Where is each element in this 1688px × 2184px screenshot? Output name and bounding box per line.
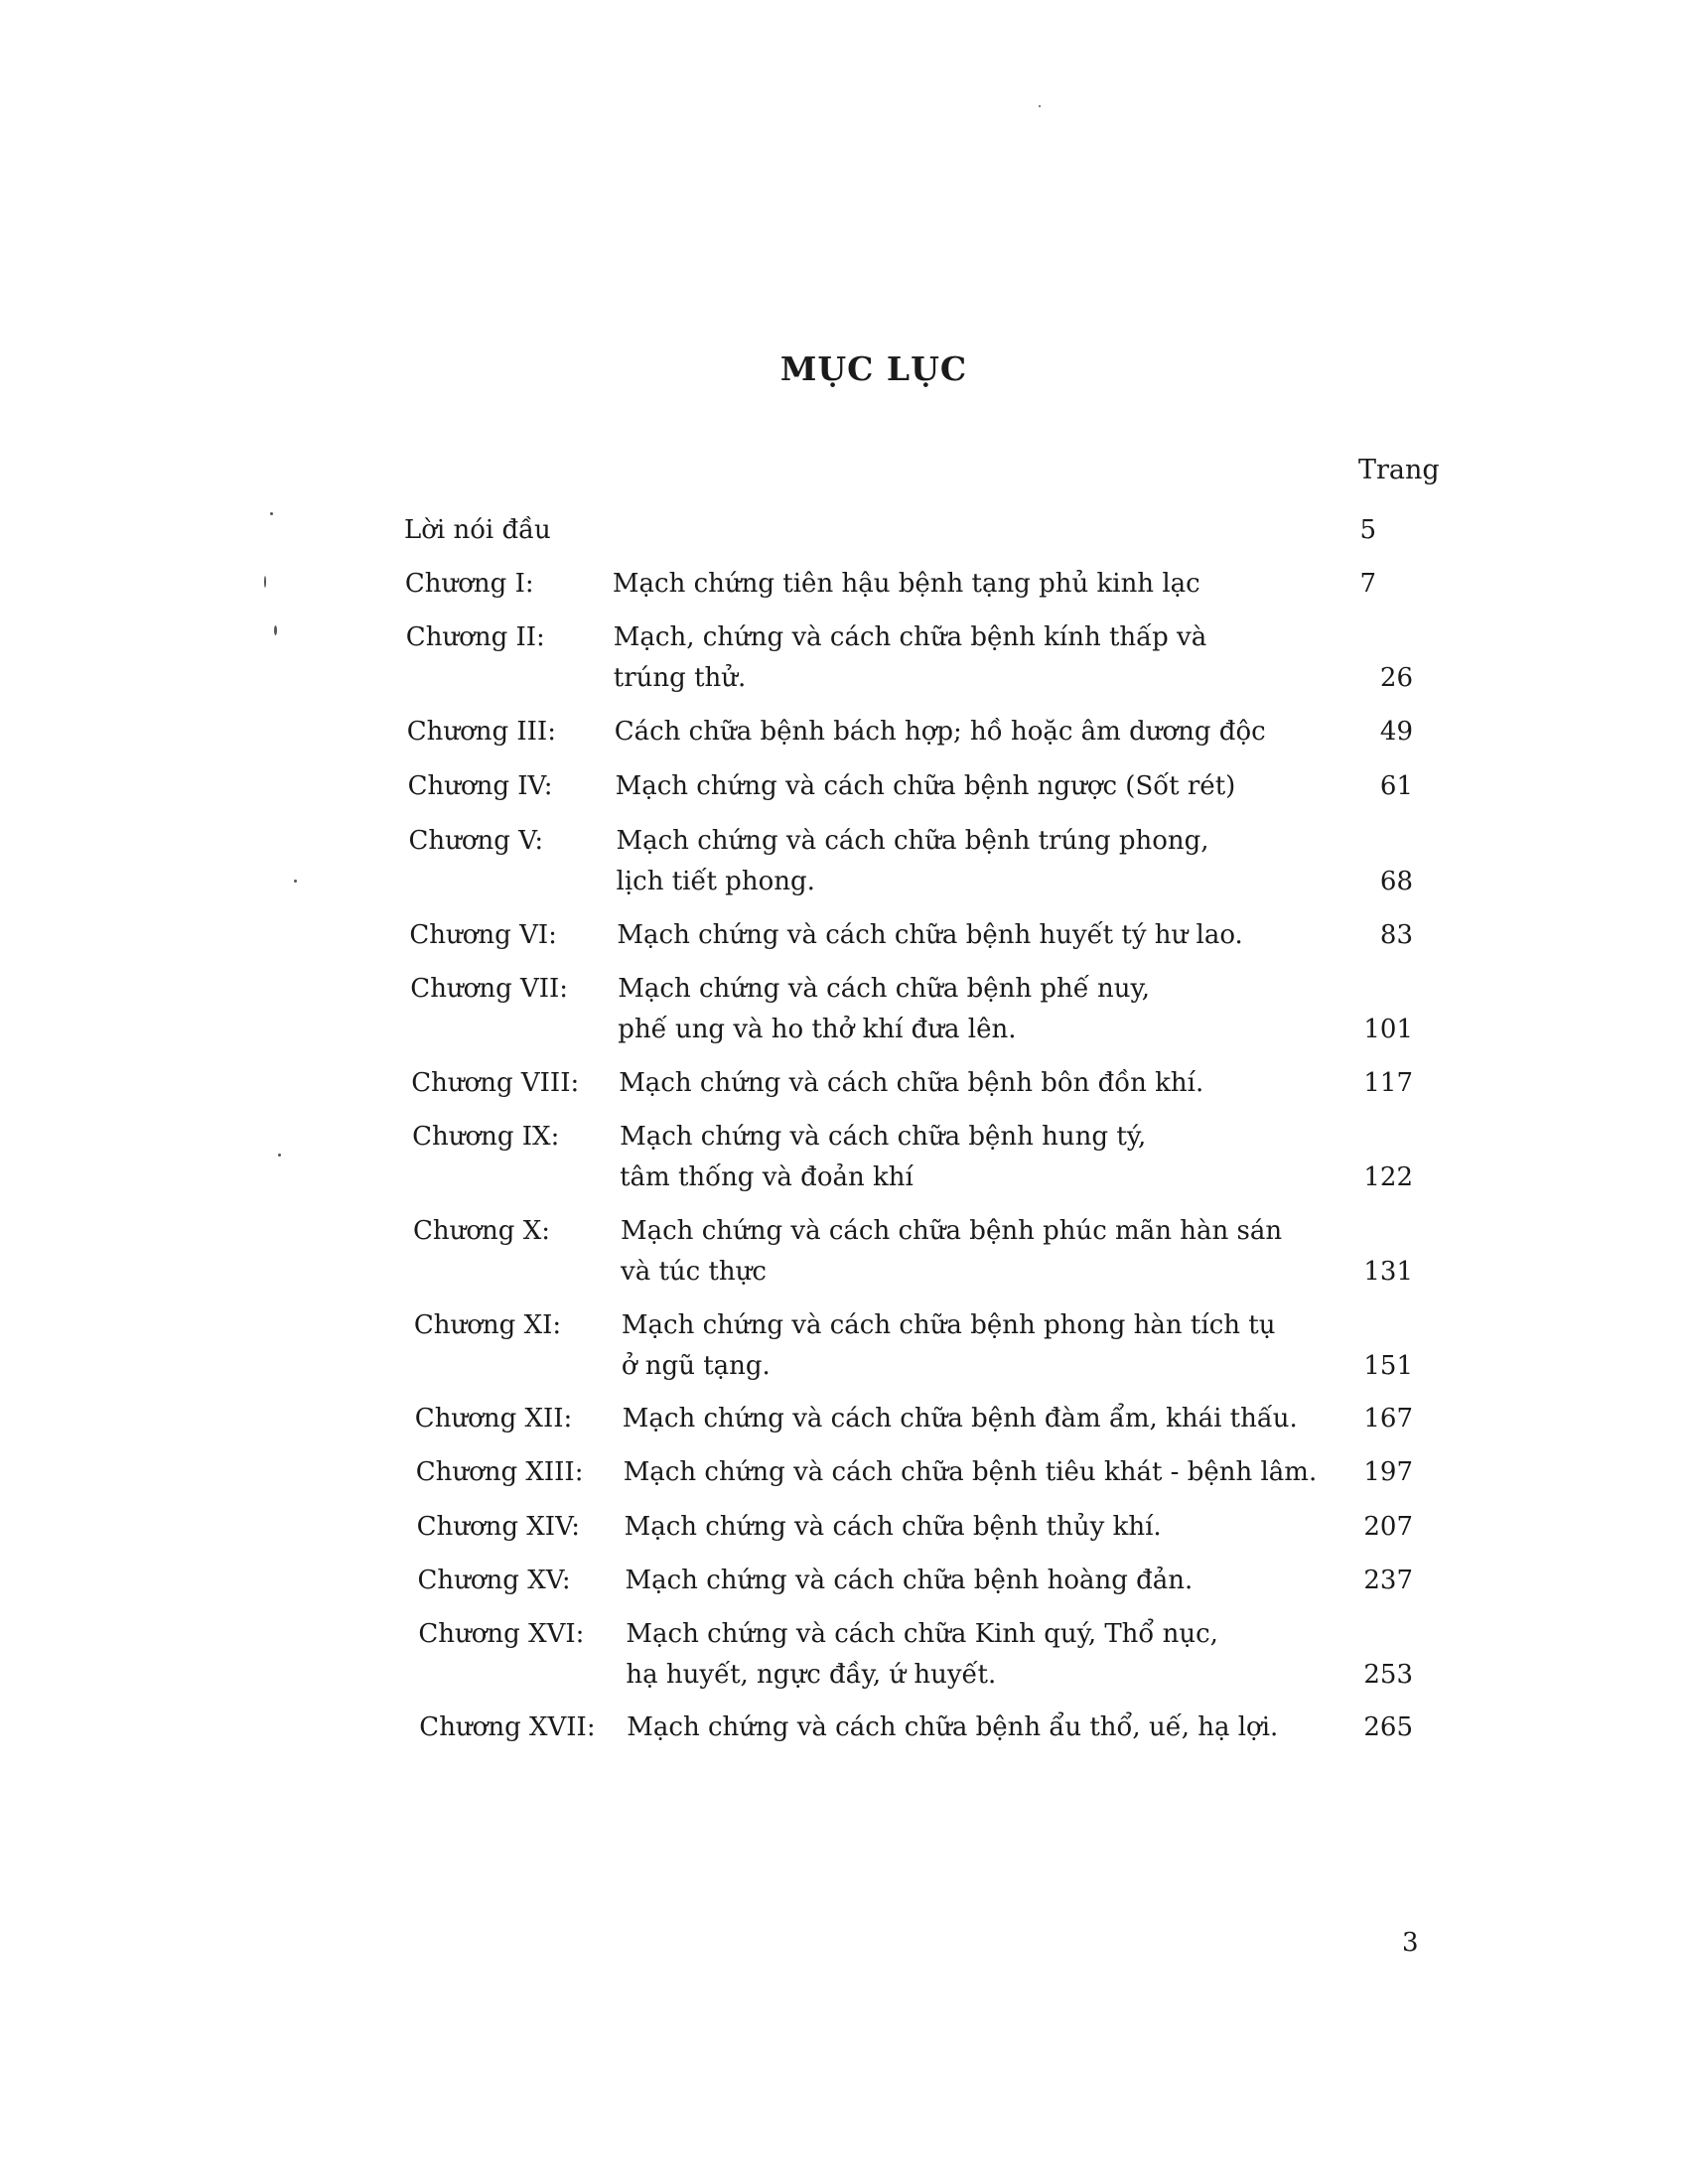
toc-entry-title — [616, 766, 1331, 807]
toc-entry-title-line: Mạch chứng và cách chữa bệnh phế nuy, — [618, 974, 1151, 1004]
toc-entry-page: 197 — [1363, 1457, 1413, 1487]
toc-entry-label: Chương V: — [408, 826, 544, 856]
toc-entry-page: 26 — [1379, 663, 1413, 693]
toc-entry-title — [622, 1305, 1336, 1387]
toc-title: MỤC LỤC — [779, 349, 968, 388]
toc-entry-page: 237 — [1363, 1566, 1413, 1595]
scan-speck — [270, 512, 273, 515]
toc-entry-title — [626, 1561, 1340, 1601]
toc-entry-title-line: tâm thống và đoản khí — [620, 1162, 914, 1192]
toc-entry-label: Chương III: — [406, 717, 556, 747]
toc-entry-title — [614, 617, 1329, 699]
toc-entry-title-line: Mạch chứng và cách chữa bệnh đàm ẩm, khái thấu. — [622, 1404, 1298, 1433]
toc-entry-title-line: Mạch chứng và cách chữa bệnh tiêu khát - bệnh lâm. — [623, 1457, 1318, 1487]
toc-entry-title-line: Mạch chứng và cách chữa bệnh ngược (Sốt rét) — [615, 771, 1236, 801]
toc-entry-label: Chương IX: — [412, 1122, 560, 1152]
toc-entry-title-line: Mạch chứng và cách chữa bệnh phong hàn tích tụ — [621, 1310, 1276, 1340]
toc-entry-title-line: Mạch chứng và cách chữa bệnh ẩu thổ, uế, hạ lợi. — [627, 1712, 1279, 1742]
toc-entry-page: 83 — [1379, 920, 1413, 950]
toc-entry-label: Chương VII: — [410, 974, 569, 1004]
toc-entry-label: Lời nói đầu — [404, 515, 551, 545]
toc-entry-title-line: Mạch chứng và cách chữa bệnh thủy khí. — [624, 1512, 1162, 1542]
toc-entry-label: Chương VI: — [409, 920, 557, 950]
scan-speck — [294, 880, 297, 883]
toc-entry-page: 131 — [1363, 1257, 1413, 1287]
toc-entry-title-line: trúng thử. — [613, 663, 747, 693]
toc-entry-title-line: lịch tiết phong. — [616, 867, 815, 896]
toc-entry-label: Chương XVI: — [418, 1619, 585, 1649]
toc-entry-page: 117 — [1363, 1068, 1413, 1098]
toc-entry-page: 122 — [1363, 1162, 1413, 1192]
toc-entry-page: 265 — [1363, 1712, 1413, 1742]
toc-entry-label: Chương XII: — [414, 1404, 573, 1433]
toc-entry-title — [621, 1211, 1336, 1293]
toc-entry-title-line: ở ngũ tạng. — [621, 1351, 771, 1381]
toc-entry-title-line: Mạch chứng và cách chữa bệnh hoàng đản. — [625, 1566, 1194, 1595]
scan-speck — [264, 576, 266, 588]
toc-entry-page: 253 — [1363, 1660, 1413, 1690]
toc-entry-title-line: và túc thực — [621, 1257, 767, 1287]
toc-entry-title-line: phế ung và ho thở khí đưa lên. — [618, 1015, 1017, 1044]
toc-entry-label: Chương X: — [413, 1216, 550, 1246]
toc-entry-label: Chương I: — [404, 569, 534, 599]
toc-entry-title-line: Mạch chứng và cách chữa bệnh phúc mãn hàn sán — [621, 1216, 1283, 1246]
toc-entry-page: 101 — [1363, 1015, 1413, 1044]
toc-entry-label: Chương XIII: — [415, 1457, 584, 1487]
toc-entry-label: Chương IV: — [407, 771, 553, 801]
toc-entry-title — [624, 1452, 1338, 1493]
toc-entry-title — [619, 1063, 1334, 1104]
scan-speck — [274, 625, 277, 635]
toc-entry-title — [625, 1507, 1339, 1548]
toc-entry-page: 68 — [1379, 867, 1413, 896]
toc-entry-label: Chương VIII: — [411, 1068, 580, 1098]
toc-entry-title-line: Mạch chứng tiên hậu bệnh tạng phủ kinh lạc — [612, 569, 1200, 599]
toc-entry-label: Chương XI: — [413, 1310, 562, 1340]
page-number: 3 — [1402, 1928, 1419, 1958]
toc-entry-title — [618, 969, 1333, 1050]
toc-entry-label: Chương II: — [405, 622, 545, 652]
toc-entry-title-line: Mạch chứng và cách chữa bệnh trúng phong, — [616, 826, 1209, 856]
toc-entry-title-line: Mạch chứng và cách chữa bệnh hung tý, — [620, 1122, 1147, 1152]
scan-speck — [278, 1154, 281, 1157]
scan-speck — [1039, 105, 1041, 107]
toc-entry-title-line: Mạch chứng và cách chữa bệnh bôn đồn khí. — [619, 1068, 1204, 1098]
toc-entry-title — [613, 564, 1328, 605]
toc-entry-title-line: hạ huyết, ngực đầy, ứ huyết. — [626, 1660, 997, 1690]
toc-entry-title-line: Mạch chứng và cách chữa Kinh quý, Thổ nục, — [626, 1619, 1218, 1649]
toc-entry-page: 207 — [1363, 1512, 1413, 1542]
toc-entry-title-line: Cách chữa bệnh bách hợp; hồ hoặc âm dương độc — [614, 717, 1266, 747]
toc-entry-label: Chương XVII: — [419, 1712, 596, 1742]
toc-entry-page: 151 — [1363, 1351, 1413, 1381]
toc-entry-title — [626, 1614, 1340, 1696]
toc-entry-title-line: Mạch, chứng và cách chữa bệnh kính thấp và — [613, 622, 1207, 652]
toc-entry-page: 167 — [1363, 1404, 1413, 1433]
toc-entry-title — [623, 1399, 1337, 1439]
toc-entry-title — [620, 1117, 1335, 1198]
toc-entry-title — [617, 915, 1332, 956]
toc-entry-page: 5 — [1359, 515, 1376, 545]
toc-entry-label: Chương XV: — [417, 1566, 571, 1595]
toc-entry-label: Chương XIV: — [416, 1512, 580, 1542]
toc-entry-title — [615, 712, 1330, 752]
toc-entry-page: 49 — [1379, 717, 1413, 747]
toc-entry-title — [617, 821, 1332, 902]
toc-entry-page: 61 — [1379, 771, 1413, 801]
page-column-header: Trang — [1358, 455, 1440, 485]
toc-entry-title-line: Mạch chứng và cách chữa bệnh huyết tý hư lao. — [617, 920, 1243, 950]
toc-entry-title — [627, 1707, 1341, 1748]
toc-entry-page: 7 — [1359, 569, 1376, 599]
